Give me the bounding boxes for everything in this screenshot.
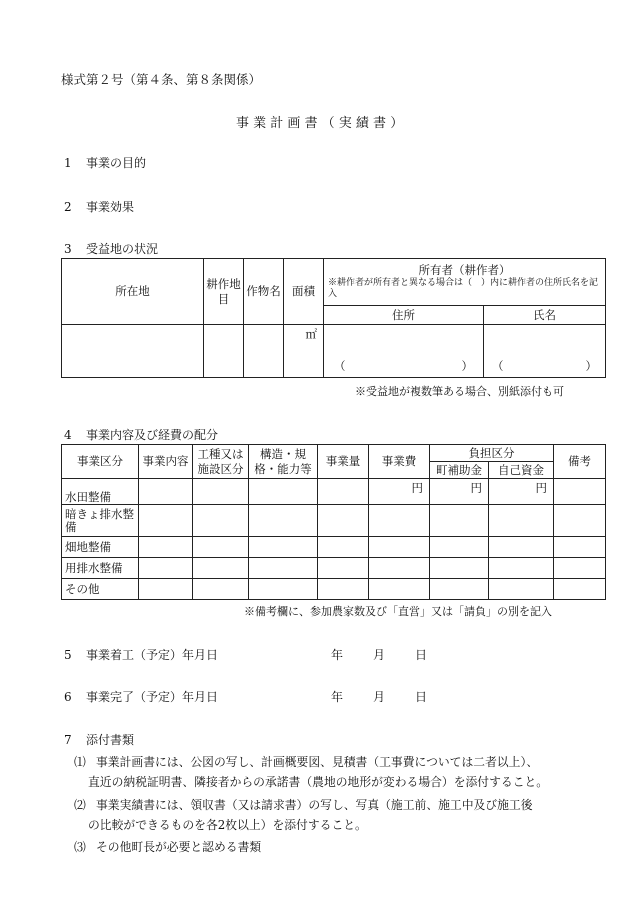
remarks-header: 備考 — [554, 445, 606, 479]
attachment-item-3: ⑶ その他町長が必要と認める書類 — [74, 840, 262, 854]
owner-header-cell — [324, 259, 606, 306]
quantity-cell[interactable] — [318, 537, 369, 558]
table-row — [62, 558, 606, 579]
area-header: 面積 — [284, 259, 324, 325]
work-type-cell[interactable] — [193, 505, 249, 537]
own-funds-cell[interactable]: 円 — [489, 479, 554, 505]
remarks-cell[interactable] — [554, 505, 606, 537]
town-subsidy-header: 町補助金 — [430, 462, 489, 479]
quantity-header: 事業量 — [318, 445, 369, 479]
project-content-table — [61, 444, 606, 600]
cost-cell[interactable] — [369, 505, 430, 537]
project-table-footnote: ※備考欄に、参加農家数及び「直営」又は「請負」の別を記入 — [244, 605, 552, 618]
quantity-cell[interactable] — [318, 558, 369, 579]
quantity-cell[interactable] — [318, 505, 369, 537]
structure-cell[interactable] — [249, 579, 318, 600]
row-category: 暗きょ排水整備 — [62, 505, 139, 537]
section-6-heading: 6 事業完了（予定）年月日 — [64, 690, 219, 704]
cost-cell[interactable] — [369, 579, 430, 600]
burden-header: 負担区分 — [430, 445, 554, 462]
own-funds-header: 自己資金 — [489, 462, 554, 479]
content-cell[interactable] — [139, 537, 193, 558]
end-date-field[interactable]: 年 月 日 — [331, 690, 428, 704]
table-row — [62, 537, 606, 558]
town-subsidy-cell[interactable] — [430, 579, 489, 600]
name-cell[interactable]: （ ） — [484, 325, 606, 378]
area-cell[interactable]: ㎡ — [284, 325, 324, 378]
content-cell[interactable] — [139, 579, 193, 600]
remarks-cell[interactable] — [554, 579, 606, 600]
row-category: 水田整備 — [62, 479, 139, 505]
owner-note: ※耕作者が所有者と異なる場合は（ ）内に耕作者の住所氏名を記入 — [328, 277, 599, 300]
attachment-item-1: ⑴ 事業計画書には、公図の写し、計画概要図、見積書（工事費については二者以上）、 直近の納税証明書、隣接者からの承諾書（農地の地形が変わる場合）を添付すること。 — [74, 755, 549, 789]
row-category: 用排水整備 — [62, 558, 139, 579]
section-2-heading: 2 事業効果 — [64, 200, 135, 214]
land-category-cell[interactable] — [204, 325, 244, 378]
land-category-header: 耕作地目 — [204, 259, 244, 325]
structure-cell[interactable] — [249, 505, 318, 537]
structure-cell[interactable] — [249, 537, 318, 558]
row-category: その他 — [62, 579, 139, 600]
section-4-heading: 4 事業内容及び経費の配分 — [64, 428, 219, 442]
content-cell[interactable] — [139, 479, 193, 505]
name-header: 氏名 — [484, 306, 606, 325]
land-table-footnote: ※受益地が複数筆ある場合、別紙添付も可 — [355, 385, 564, 398]
own-funds-cell[interactable] — [489, 558, 554, 579]
quantity-cell[interactable] — [318, 579, 369, 600]
row-category: 畑地整備 — [62, 537, 139, 558]
remarks-cell[interactable] — [554, 558, 606, 579]
town-subsidy-cell[interactable] — [430, 537, 489, 558]
cost-cell[interactable]: 円 — [369, 479, 430, 505]
own-funds-cell[interactable] — [489, 505, 554, 537]
crop-header: 作物名 — [244, 259, 284, 325]
table-row — [62, 579, 606, 600]
structure-cell[interactable] — [249, 558, 318, 579]
form-number: 様式第２号（第４条、第８条関係） — [61, 72, 262, 87]
section-3-heading: 3 受益地の状況 — [64, 242, 159, 256]
work-type-cell[interactable] — [193, 579, 249, 600]
content-cell[interactable] — [139, 505, 193, 537]
land-status-table — [61, 258, 606, 378]
own-funds-cell[interactable] — [489, 579, 554, 600]
town-subsidy-cell[interactable] — [430, 558, 489, 579]
attachment-item-2: ⑵ 事業実績書には、領収書（又は請求書）の写し、写真（施工前、施工中及び施工後 の比較ができるものを各2枚以上）を添付すること。 — [74, 798, 533, 832]
table-row — [62, 479, 606, 505]
remarks-cell[interactable] — [554, 479, 606, 505]
work-type-cell[interactable] — [193, 537, 249, 558]
town-subsidy-cell[interactable] — [430, 505, 489, 537]
section-1-heading: 1 事業の目的 — [64, 156, 147, 170]
start-date-field[interactable]: 年 月 日 — [331, 648, 428, 662]
cost-cell[interactable] — [369, 537, 430, 558]
location-header: 所在地 — [62, 259, 204, 325]
work-type-cell[interactable] — [193, 479, 249, 505]
own-funds-cell[interactable] — [489, 537, 554, 558]
cost-cell[interactable] — [369, 558, 430, 579]
table-row — [62, 505, 606, 537]
section-5-heading: 5 事業着工（予定）年月日 — [64, 648, 219, 662]
town-subsidy-cell[interactable]: 円 — [430, 479, 489, 505]
remarks-cell[interactable] — [554, 537, 606, 558]
quantity-cell[interactable] — [318, 479, 369, 505]
work-type-cell[interactable] — [193, 558, 249, 579]
cost-header: 事業費 — [369, 445, 430, 479]
document-title: 事 業 計 画 書 （ 実 績 書 ） — [236, 116, 404, 131]
content-cell[interactable] — [139, 558, 193, 579]
address-header: 住所 — [324, 306, 484, 325]
category-header: 事業区分 — [62, 445, 139, 479]
work-type-header: 工種又は施設区分 — [193, 445, 249, 479]
section-7-heading: 7 添付書類 — [64, 733, 135, 747]
owner-header: 所有者（耕作者） — [418, 262, 511, 277]
structure-header: 構造・規格・能力等 — [249, 445, 318, 479]
crop-cell[interactable] — [244, 325, 284, 378]
structure-cell[interactable] — [249, 479, 318, 505]
address-cell[interactable]: （ ） — [324, 325, 484, 378]
content-header: 事業内容 — [139, 445, 193, 479]
location-cell[interactable] — [62, 325, 204, 378]
